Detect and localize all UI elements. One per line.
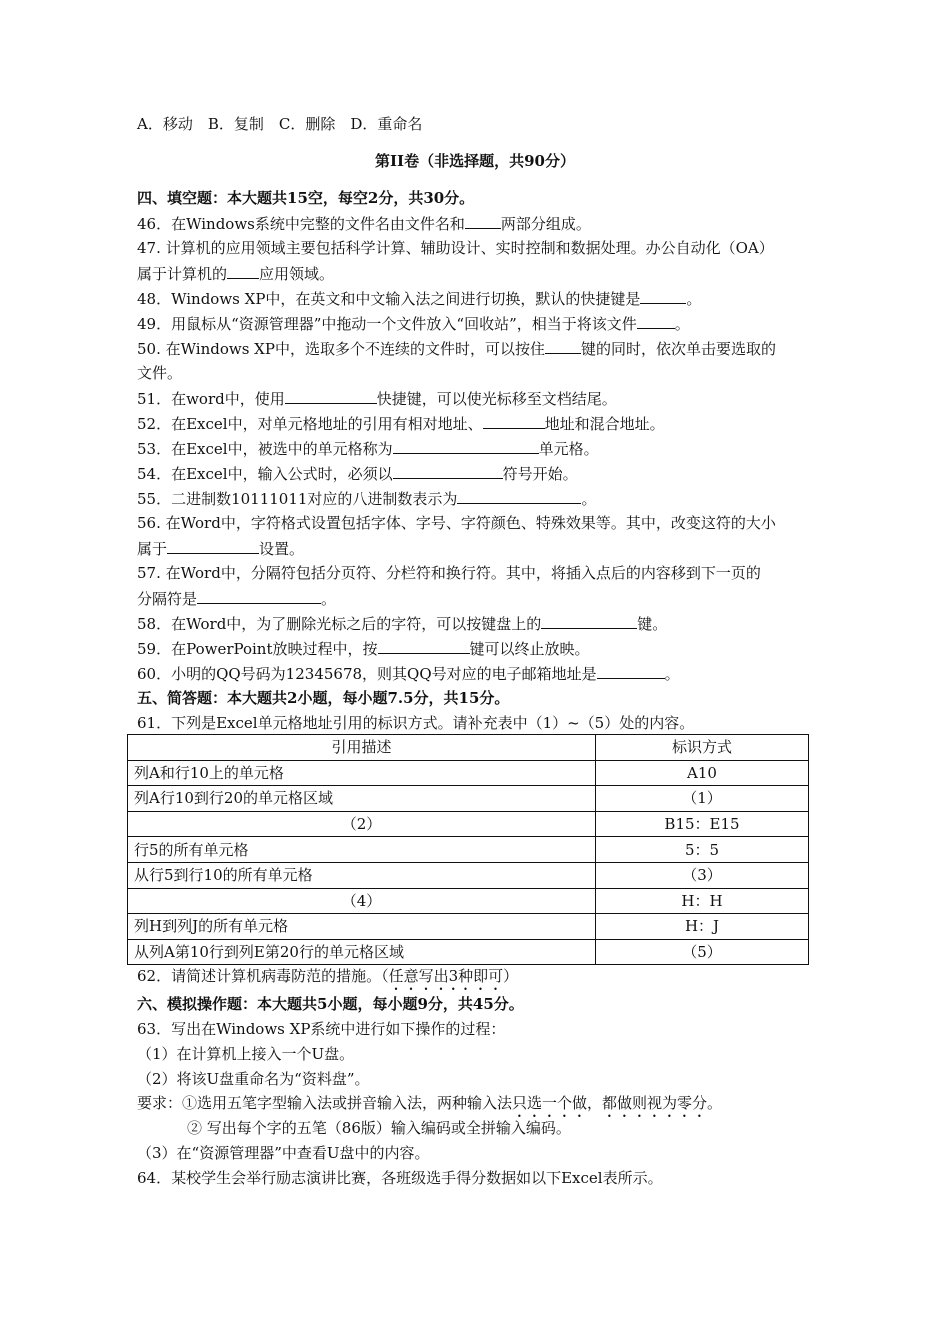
table-cell: （1） — [596, 786, 809, 812]
table-cell: （2） — [128, 811, 596, 837]
question-57-line2: 分隔符是 。 — [137, 590, 337, 608]
table-cell: 列A行10到行20的单元格区域 — [128, 786, 596, 812]
table-header: 引用描述 — [128, 735, 596, 761]
reference-table — [127, 734, 809, 965]
table-cell: 从行5到行10的所有单元格 — [128, 862, 596, 888]
table-row — [128, 914, 809, 940]
question-63-step2: （2）将该U盘重命名为“资料盘”。 — [137, 1070, 370, 1088]
table-cell: H：J — [596, 914, 809, 940]
previous-question-options: A．移动 B．复制 C．删除 D．重命名 — [137, 115, 423, 133]
table-row — [128, 862, 809, 888]
table-cell: 行5的所有单元格 — [128, 837, 596, 863]
table-cell: 列H到列J的所有单元格 — [128, 914, 596, 940]
section6-title: 六、模拟操作题：本大题共5小题，每小题9分，共45分。 — [137, 995, 524, 1013]
table-row — [128, 888, 809, 914]
question-50-line2: 文件。 — [137, 364, 183, 382]
answer-blank — [637, 313, 675, 329]
question-64: 64．某校学生会举行励志演讲比赛，各班级选手得分数据如以下Excel表所示。 — [137, 1169, 663, 1187]
table-cell: B15：E15 — [596, 811, 809, 837]
question-49: 49．用鼠标从“资源管理器”中拖动一个文件放入“回收站”，相当于将该文件 。 — [137, 315, 690, 333]
table-cell: （4） — [128, 888, 596, 914]
table-cell: H：H — [596, 888, 809, 914]
question-62: 62．请简述计算机病毒防范的措施。（任意写出3种即可） — [137, 967, 519, 985]
table-row — [128, 786, 809, 812]
table-row — [128, 837, 809, 863]
question-48: 48．Windows XP中，在英文和中文输入法之间进行切换，默认的快捷键是 。 — [137, 290, 702, 308]
question-46: 46．在Windows系统中完整的文件名由文件名和 两部分组成。 — [137, 215, 591, 233]
answer-blank — [465, 213, 501, 229]
question-60: 60．小明的QQ号码为12345678，则其QQ号对应的电子邮箱地址是 。 — [137, 665, 680, 683]
table-row — [128, 760, 809, 786]
question-63-requirement-2: ② 写出每个字的五笔（86版）输入编码或全拼输入编码。 — [187, 1119, 571, 1137]
question-59: 59．在PowerPoint放映过程中，按 键可以终止放映。 — [137, 640, 590, 658]
question-52: 52．在Excel中，对单元格地址的引用有相对地址、 地址和混合地址。 — [137, 415, 665, 433]
table-row — [128, 939, 809, 965]
volume-title: 第II卷（非选择题，共90分） — [375, 152, 575, 170]
answer-blank — [483, 413, 545, 429]
answer-blank — [378, 638, 470, 654]
table-cell: 从列A第10行到列E第20行的单元格区域 — [128, 939, 596, 965]
answer-blank — [197, 588, 321, 604]
answer-blank — [167, 538, 259, 554]
question-51: 51．在word中，使用 快捷键，可以使光标移至文档结尾。 — [137, 390, 617, 408]
table-cell: （3） — [596, 862, 809, 888]
table-cell: 5：5 — [596, 837, 809, 863]
question-47-line2: 属于计算机的 应用领域。 — [137, 265, 335, 283]
question-63-requirement-1: 要求：①选用五笔字型输入法或拼音输入法，两种输入法只选一个做，都做则视为零分。 — [137, 1094, 723, 1112]
question-53: 53．在Excel中，被选中的单元格称为 单元格。 — [137, 440, 599, 458]
question-50-line1: 50. 在Windows XP中，选取多个不连续的文件时，可以按住 键的同时，依次单击要选取的 — [137, 340, 776, 358]
answer-blank — [285, 388, 377, 404]
question-56-line1: 56. 在Word中，字符格式设置包括字体、字号、字符颜色、特殊效果等。其中，改变这符的大小 — [137, 514, 776, 532]
question-47-line1: 47. 计算机的应用领域主要包括科学计算、辅助设计、实时控制和数据处理。办公自动化（OA） — [137, 239, 774, 257]
question-54: 54．在Excel中，输入公式时，必须以 符号开始。 — [137, 465, 578, 483]
table-row — [128, 811, 809, 837]
table-cell: A10 — [596, 760, 809, 786]
table-cell: （5） — [596, 939, 809, 965]
section4-title: 四、填空题：本大题共15空，每空2分，共30分。 — [137, 189, 475, 207]
answer-blank — [393, 438, 539, 454]
question-63-step1: （1）在计算机上接入一个U盘。 — [137, 1045, 355, 1063]
answer-blank — [393, 463, 503, 479]
question-63-step3: （3）在“资源管理器”中查看U盘中的内容。 — [137, 1144, 430, 1162]
question-63: 63．写出在Windows XP系统中进行如下操作的过程： — [137, 1020, 506, 1038]
question-55: 55．二进制数10111011对应的八进制数表示为 。 — [137, 490, 597, 508]
answer-blank — [457, 488, 581, 504]
table-header: 标识方式 — [596, 735, 809, 761]
answer-blank — [541, 613, 637, 629]
answer-blank — [227, 263, 259, 279]
emphasized-text: 只选一个做，都做则视为零分 — [512, 1094, 708, 1112]
answer-blank — [545, 338, 581, 354]
question-56-line2: 属于 设置。 — [137, 540, 305, 558]
question-58: 58．在Word中，为了删除光标之后的字符，可以按键盘上的 键。 — [137, 615, 668, 633]
section5-title: 五、简答题：本大题共2小题，每小题7.5分，共15分。 — [137, 689, 510, 707]
table-header-row — [128, 735, 809, 761]
question-57-line1: 57. 在Word中，分隔符包括分页符、分栏符和换行符。其中，将插入点后的内容移到下一页的 — [137, 564, 761, 582]
table-cell: 列A和行10上的单元格 — [128, 760, 596, 786]
question-61: 61．下列是Excel单元格地址引用的标识方式。请补充表中（1）~（5）处的内容。 — [137, 714, 695, 732]
emphasized-text: 任意写出3种即可 — [388, 967, 504, 985]
answer-blank — [597, 663, 665, 679]
answer-blank — [640, 288, 686, 304]
